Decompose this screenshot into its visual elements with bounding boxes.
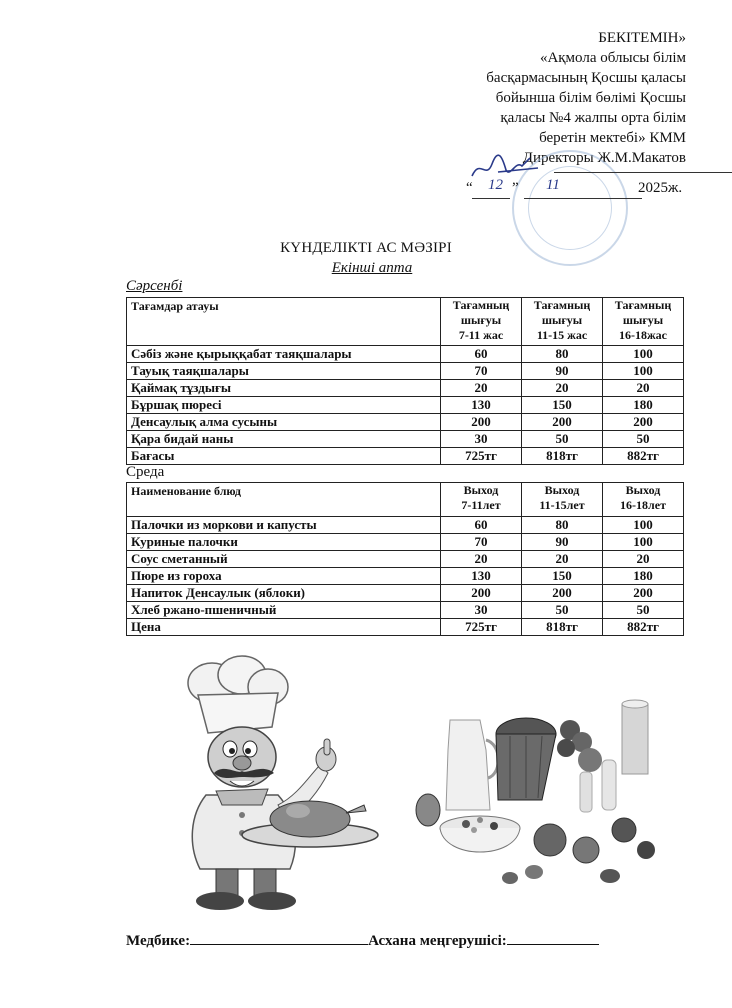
header-text: 16-18лет: [620, 498, 666, 512]
portion-value: 200: [603, 585, 684, 602]
table-row: [127, 534, 684, 551]
table-row: [127, 363, 684, 380]
header-text: 11-15лет: [539, 498, 585, 512]
portion-value: 20: [603, 380, 684, 397]
dish-name: Сәбіз және қырыққабат таяқшалары: [127, 346, 441, 363]
portion-value: 20: [441, 551, 522, 568]
dish-name: Напиток Денсаулык (яблоки): [127, 585, 441, 602]
menu-table-kazakh: [126, 297, 684, 465]
date-month: 11: [546, 177, 560, 193]
header-text: Выход: [544, 483, 580, 497]
table-header-row: [127, 298, 684, 346]
dish-name: Денсаулық алма сусыны: [127, 414, 441, 431]
date-year: 2025ж.: [638, 180, 683, 196]
header-text: шығуы: [541, 313, 583, 327]
header-text: Тағамның: [452, 298, 510, 312]
date-month-blank: [524, 198, 642, 199]
portion-value: 100: [603, 346, 684, 363]
column-header-age-3: [603, 483, 684, 517]
price-row: [127, 619, 684, 636]
portion-value: 200: [441, 414, 522, 431]
header-text: шығуы: [460, 313, 502, 327]
dish-name: Хлеб ржано-пшеничный: [127, 602, 441, 619]
approval-line: БЕКІТЕМІН»: [598, 30, 686, 46]
portion-value: 50: [603, 602, 684, 619]
portion-value: 200: [441, 585, 522, 602]
portion-value: 200: [522, 414, 603, 431]
approval-line: қаласы №4 жалпы орта білім: [500, 110, 686, 126]
price-value: 818тг: [522, 448, 603, 465]
dish-name: Соус сметанный: [127, 551, 441, 568]
nurse-label: Медбике:: [126, 933, 191, 949]
price-value: 882тг: [603, 619, 684, 636]
table-row: [127, 397, 684, 414]
date-open-quote: “: [466, 180, 473, 196]
signatures-footer: [126, 930, 599, 950]
portion-value: 50: [522, 602, 603, 619]
column-header-name: Наименование блюд: [127, 483, 441, 517]
portion-value: 80: [522, 346, 603, 363]
dish-name: Куриные палочки: [127, 534, 441, 551]
header-text: Выход: [625, 483, 661, 497]
table-header-row: [127, 483, 684, 517]
portion-value: 50: [603, 431, 684, 448]
portion-value: 20: [603, 551, 684, 568]
portion-value: 20: [522, 551, 603, 568]
header-text: Тағамның: [533, 298, 591, 312]
header-text: 11-15 жас: [536, 328, 588, 342]
day-label-kazakh: Сәрсенбі: [126, 278, 183, 294]
table-row: [127, 346, 684, 363]
column-header-name: Тағамдар атауы: [127, 298, 441, 346]
dish-name: Тауық таяқшалары: [127, 363, 441, 380]
signature-icon: [468, 150, 548, 184]
portion-value: 70: [441, 363, 522, 380]
table-row: [127, 380, 684, 397]
menu-table-russian: [126, 482, 684, 636]
portion-value: 30: [441, 431, 522, 448]
portion-value: 70: [441, 534, 522, 551]
column-header-age-2: [522, 483, 603, 517]
portion-value: 180: [603, 568, 684, 585]
canteen-manager-label: Асхана меңгерушісі:: [368, 933, 507, 949]
price-row: [127, 448, 684, 465]
approval-line: бойынша білім бөлімі Қосшы: [495, 90, 686, 106]
header-text: шығуы: [622, 313, 664, 327]
table-row: [127, 517, 684, 534]
dish-name: Палочки из моркови и капусты: [127, 517, 441, 534]
signature-line: [554, 172, 732, 173]
portion-value: 20: [522, 380, 603, 397]
dish-name: Қара бидай наны: [127, 431, 441, 448]
header-text: 7-11 жас: [458, 328, 504, 342]
table-row: [127, 414, 684, 431]
director-line: Директоры Ж.М.Макатов: [522, 150, 686, 166]
portion-value: 90: [522, 363, 603, 380]
portion-value: 30: [441, 602, 522, 619]
column-header-age-1: [441, 298, 522, 346]
portion-value: 150: [522, 568, 603, 585]
portion-value: 100: [603, 363, 684, 380]
approval-line: «Ақмола облысы білім: [539, 50, 686, 66]
table-row: [127, 551, 684, 568]
dish-name: Қаймақ тұздығы: [127, 380, 441, 397]
approval-line: басқармасының Қосшы қаласы: [486, 70, 686, 86]
portion-value: 130: [441, 568, 522, 585]
approval-block: [386, 28, 686, 168]
portion-value: 90: [522, 534, 603, 551]
column-header-age-2: [522, 298, 603, 346]
page-subtitle: Екінші апта: [331, 260, 413, 276]
portion-value: 180: [603, 397, 684, 414]
portion-value: 80: [522, 517, 603, 534]
price-label: Бағасы: [127, 448, 441, 465]
column-header-age-1: [441, 483, 522, 517]
portion-value: 150: [522, 397, 603, 414]
table-row: [127, 585, 684, 602]
price-value: 725тг: [441, 619, 522, 636]
canteen-signature-line: [507, 930, 599, 945]
date-day: 12: [488, 177, 503, 193]
price-value: 725тг: [441, 448, 522, 465]
date-day-blank: [472, 198, 510, 199]
table-row: [127, 568, 684, 585]
portion-value: 20: [441, 380, 522, 397]
food-illustration-icon: [410, 690, 670, 900]
table-row: [127, 602, 684, 619]
portion-value: 200: [603, 414, 684, 431]
day-label-russian: Среда: [126, 464, 165, 480]
portion-value: 60: [441, 346, 522, 363]
approval-line: беретін мектебі» КММ: [539, 130, 686, 146]
header-text: Тағамның: [614, 298, 672, 312]
date-close-quote: ”: [512, 180, 519, 196]
chef-illustration-icon: [150, 655, 390, 915]
table-row: [127, 431, 684, 448]
price-value: 882тг: [603, 448, 684, 465]
header-text: 16-18жас: [618, 328, 668, 342]
column-header-age-3: [603, 298, 684, 346]
portion-value: 50: [522, 431, 603, 448]
page-title: КҮНДЕЛІКТІ АС МӘЗІРІ: [280, 240, 452, 256]
portion-value: 200: [522, 585, 603, 602]
nurse-signature-line: [190, 930, 368, 945]
portion-value: 100: [603, 534, 684, 551]
portion-value: 130: [441, 397, 522, 414]
portion-value: 100: [603, 517, 684, 534]
price-value: 818тг: [522, 619, 603, 636]
header-text: Выход: [463, 483, 499, 497]
header-text: 7-11лет: [461, 498, 501, 512]
dish-name: Пюре из гороха: [127, 568, 441, 585]
portion-value: 60: [441, 517, 522, 534]
price-label: Цена: [127, 619, 441, 636]
dish-name: Бұршақ пюресі: [127, 397, 441, 414]
